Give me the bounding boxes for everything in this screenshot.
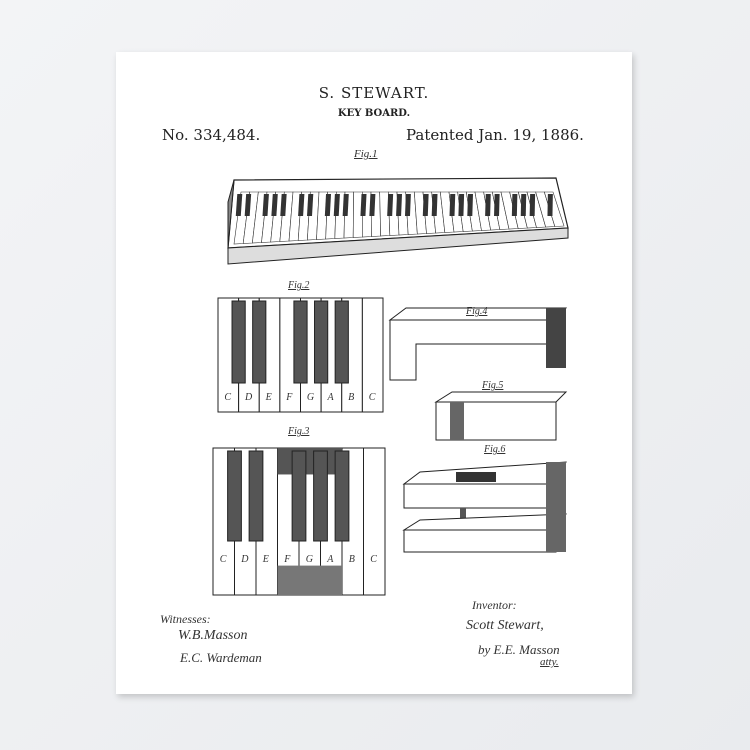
fig1-black-key — [530, 194, 535, 216]
fig1-black-key — [485, 194, 491, 216]
fig6-upper-block — [404, 484, 556, 508]
fig2-key-letter: F — [286, 392, 293, 403]
fig5-label: Fig.5 — [482, 380, 504, 391]
fig2-black-key — [294, 301, 307, 383]
witness-signature-2: E.C. Wardeman — [180, 650, 262, 665]
fig5-top — [436, 392, 566, 402]
fig2-black-key — [253, 301, 266, 383]
fig1-black-key — [405, 194, 411, 216]
witnesses-label: Witnesses: — [160, 612, 211, 626]
fig3-black-key — [335, 451, 349, 541]
fig3-key-letter: G — [305, 554, 313, 565]
fig1-label: Fig.1 — [354, 148, 378, 160]
fig6-lower-top — [404, 514, 566, 530]
fig1-black-key — [467, 194, 473, 216]
fig1-black-key — [450, 194, 456, 216]
attorney-suffix: atty. — [540, 656, 559, 668]
fig2-black-key — [315, 301, 328, 383]
fig2-key-letter: C — [368, 392, 376, 403]
fig4-front — [390, 320, 556, 380]
fig1-black-key — [547, 194, 552, 216]
fig3-key-letter: C — [219, 554, 227, 565]
fig6-mechanism — [456, 472, 496, 482]
fig3-shaded-band — [278, 448, 343, 474]
fig1-black-key — [396, 194, 402, 216]
fig3-black-key — [292, 451, 306, 541]
attorney-signature: by E.E. Masson — [478, 642, 560, 657]
fig3-key-letter: B — [348, 554, 355, 565]
fig2-black-key — [335, 301, 348, 383]
fig2-key-letter: B — [348, 392, 355, 403]
fig2-key-letter: G — [306, 392, 315, 403]
witness-signature-1: W.B.Masson — [178, 628, 248, 643]
fig1-black-key — [360, 194, 366, 216]
fig3-black-key — [249, 451, 263, 541]
fig2-label: Fig.2 — [288, 280, 310, 291]
fig1-black-key — [387, 194, 393, 216]
poster — [116, 52, 632, 694]
patent-number: No. 334,484. — [162, 126, 261, 144]
fig3-key-letter: F — [284, 554, 291, 565]
fig3-shaded-bottom — [278, 566, 343, 595]
fig3-key-letter: D — [241, 554, 249, 565]
patent-date: Patented Jan. 19, 1886. — [406, 126, 584, 144]
fig2-black-key — [232, 301, 245, 383]
fig1-black-key — [512, 194, 518, 216]
fig1-black-key — [423, 194, 429, 216]
fig2-key-letter: A — [327, 392, 334, 403]
fig3-black-key — [228, 451, 242, 541]
inventor-label: Inventor: — [472, 598, 517, 612]
fig5-shade — [450, 402, 464, 440]
fig4-end — [546, 308, 566, 368]
fig2-key-letter: D — [244, 392, 253, 403]
fig3-key-letter: E — [262, 554, 269, 565]
fig6-end — [546, 462, 566, 552]
fig4-label: Fig.4 — [466, 306, 488, 317]
fig2-key-letter: C — [224, 392, 231, 403]
fig3-black-key — [314, 451, 328, 541]
fig3-label: Fig.3 — [288, 426, 310, 437]
fig1-black-key — [432, 194, 438, 216]
fig3-key-letter: A — [327, 554, 334, 565]
fig1-black-key — [369, 194, 375, 216]
fig2-key-letter: E — [265, 392, 272, 403]
fig3-key-letter: C — [370, 554, 377, 565]
patent-title: KEY BOARD. — [337, 108, 411, 119]
fig3-white-key — [364, 448, 386, 595]
patent-inventor-header: S. STEWART. — [318, 84, 430, 102]
fig1-black-key — [521, 194, 526, 216]
fig1-black-key — [458, 194, 464, 216]
fig1-black-key — [494, 194, 500, 216]
inventor-signature: Scott Stewart, — [466, 618, 544, 633]
fig6-label: Fig.6 — [484, 444, 506, 455]
fig6-lower-block — [404, 530, 556, 552]
